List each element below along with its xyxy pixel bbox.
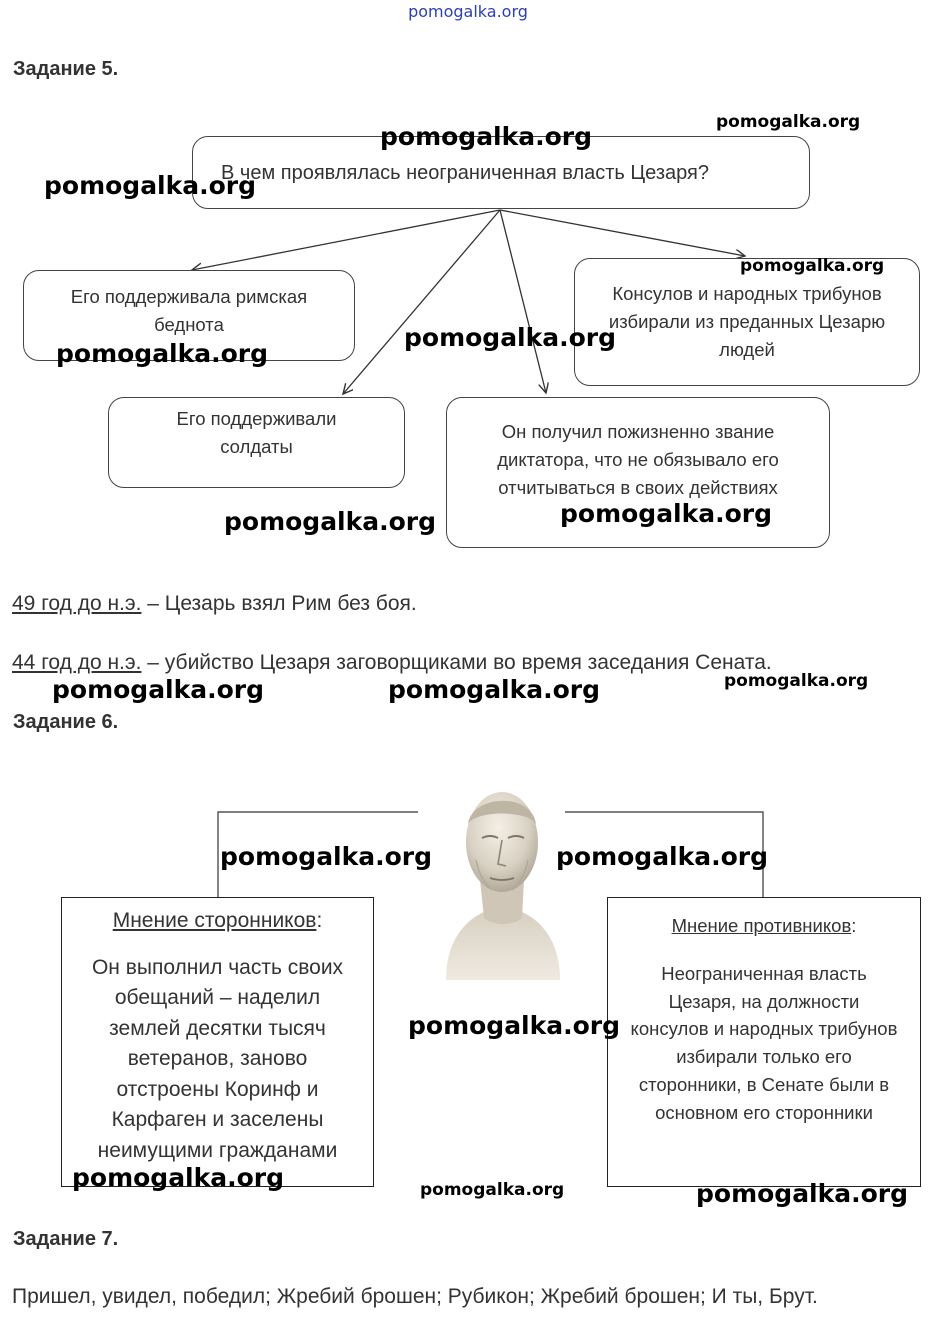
caesar-bust-image [436,780,568,980]
supporters-title-text: Мнение сторонников [112,909,317,932]
answer-box-consuls: Консулов и народных трибунов избирали из преданных Цезарю людей [574,258,920,386]
opponents-title-colon: : [851,915,857,936]
answer-box-poor: Его поддерживала римская беднота [23,270,355,361]
date-49: 49 год до н.э. [12,592,142,615]
watermark: pomogalka.org [560,499,773,528]
watermark: pomogalka.org [388,675,601,704]
answer-box-dictator: Он получил пожизненно звание диктатора, что не обязывало его отчитываться в своих действиях [446,397,830,548]
question-box: В чем проявлялась неограниченная власть Цезаря? [192,136,810,209]
watermark: pomogalka.org [72,1163,285,1192]
date-49-text: – Цезарь взял Рим без боя. [141,592,417,615]
watermark: pomogalka.org [380,122,593,151]
opponents-text: Неограниченная власть Цезаря, на должности консулов и народных трибунов избирали только его сторонники, в Сенате были в основном его сторонники [630,962,898,1123]
watermark: pomogalka.org [404,323,617,352]
date-44: 44 год до н.э. [12,651,142,674]
watermark: pomogalka.org [224,507,437,536]
watermark: pomogalka.org [556,842,769,871]
watermark: pomogalka.org [220,842,433,871]
watermark: pomogalka.org [44,171,257,200]
supporters-box [61,897,374,1187]
task7-answer: Пришел, увидел, победил; Жребий брошен; Рубикон; Жребий брошен; И ты, Брут. [12,1285,818,1308]
task5-heading: Задание 5. [13,58,119,80]
task7-heading: Задание 7. [13,1228,119,1250]
opponents-box [607,897,921,1187]
answer-box-soldiers: Его поддерживали солдаты [108,397,405,488]
watermark: pomogalka.org [716,112,861,132]
supporters-text: Он выполнил часть своих обещаний – наделил землей десятки тысяч ветеранов, заново отстроены Коринф и Карфаген и заселены неимущими гражданами [91,955,344,1162]
watermark: pomogalka.org [740,256,885,276]
watermark: pomogalka.org [696,1179,909,1208]
watermark: pomogalka.org [724,671,869,691]
watermark: pomogalka.org [52,675,265,704]
watermark: pomogalka.org [408,1011,621,1040]
date-44-text: – убийство Цезаря заговорщиками во время заседания Сената. [141,651,772,674]
watermark: pomogalka.org [56,339,269,368]
opponents-title-text: Мнение противников [671,915,852,936]
supporters-title [72,906,363,937]
watermark: pomogalka.org [420,1180,565,1200]
site-header[interactable]: pomogalka.org [408,2,528,21]
task6-heading: Задание 6. [13,711,119,733]
opponents-title [620,912,908,940]
supporters-title-colon: : [316,909,323,932]
